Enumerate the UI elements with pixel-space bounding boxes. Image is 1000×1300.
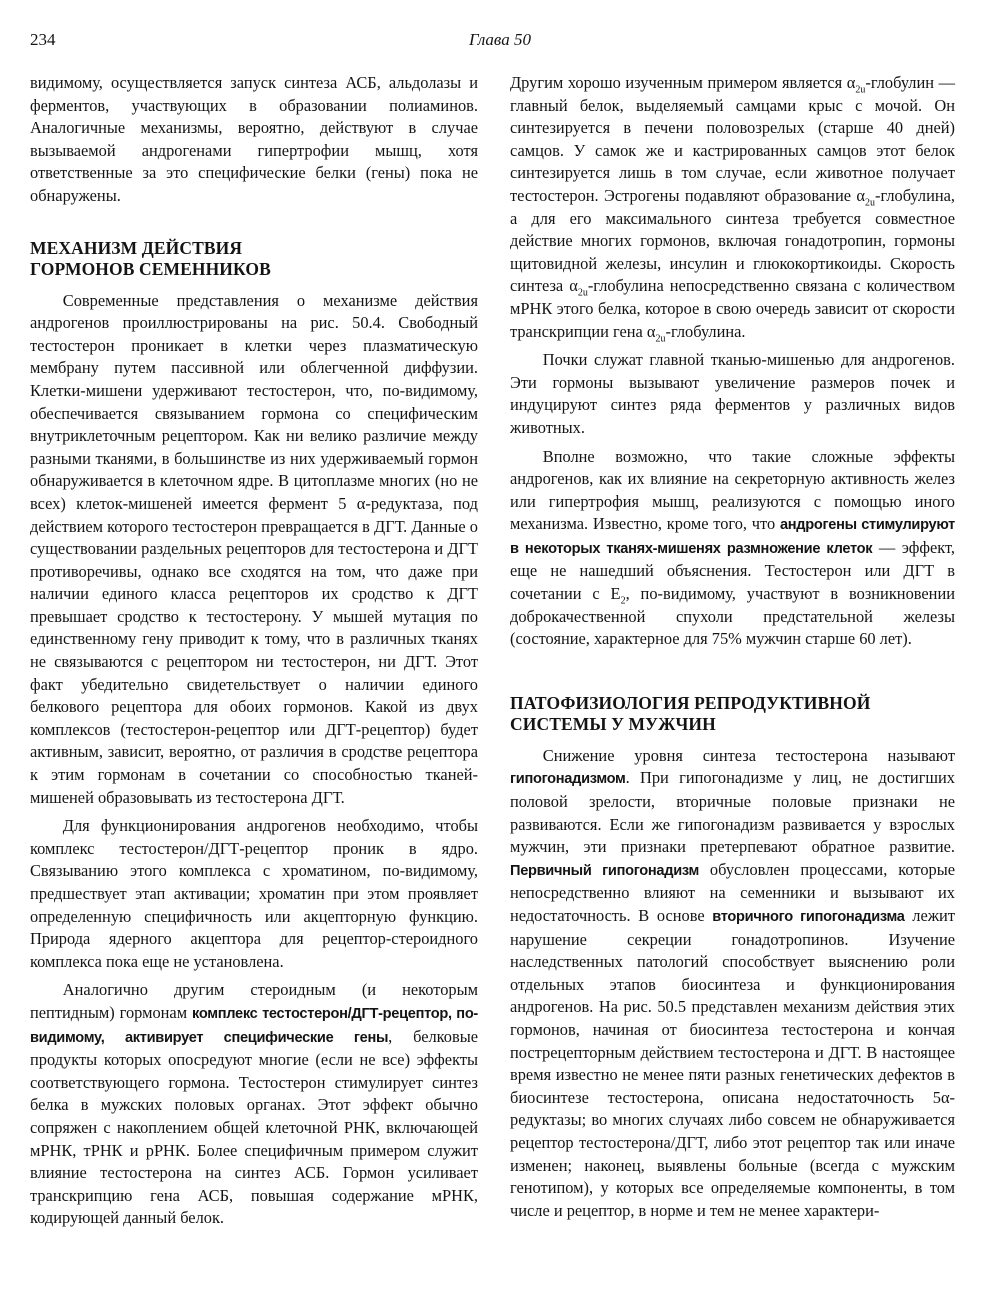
section-heading-mechanism	[30, 238, 478, 280]
text-run: — эффект, еще не нашедший объяснения. Тестостерон или ДГТ в сочетании с E	[510, 537, 955, 604]
text-run: обусловлен процессами, которые непосредственно влияют на семенники и вызывают их недостаточность. В основе	[510, 859, 955, 925]
paragraph-receptor-complex: Для функционирования андрогенов необходимо, чтобы комплекс тестостерон/ДГТ-рецептор проник в ядро. Связыванию этого комплекса с хроматином, по-видимому, предшествует этап активации; хроматин при этом проявляет определенную специфичность или акцепторную функцию. Природа ядерного акцептора для рецептор-стероидного комплекса пока еще не установлена.	[30, 816, 478, 971]
text-run: Вполне возможно, что такие сложные эффекты андрогенов, как их влияние на секреторную активность желез или гипертрофия мышц, реализуются с помощью иного механизма. Известно, кроме того, что	[510, 446, 955, 534]
text-run: Аналогично другим стероидным (и некоторым пептидным) гормонам	[30, 980, 478, 1022]
paragraph-kidneys: Почки служат главной тканью-мишенью для андрогенов. Эти гормоны вызывают увеличение размеров почек и индуцируют синтез ряда ферментов у различных видов животных.	[510, 350, 955, 437]
text-run: , по-видимому, участвуют в возникновении доброкачественной спухоли предстательной железы (состояние, характерное для 75% мужчин старше 60 лет).	[510, 584, 955, 649]
subscript: 2u	[655, 332, 666, 344]
heading-line: ГОРМОНОВ СЕМЕННИКОВ	[30, 258, 271, 279]
text-run: -глобулина, а для его максимального синтеза требуется совместное действие многих гормонов, включая гонадотропин, гормоны щитовидной железы, инсулин и глюкокортикоиды. Скорость синтеза α	[510, 185, 955, 296]
bold-term: Первичный гипогонадизм	[510, 862, 699, 879]
paragraph-alpha2u-globulin	[510, 72, 955, 343]
text-run: -глобулина непосредственно связана с количеством мРНК этого белка, которое в свою очередь зависит от скорости транскрипции гена α	[510, 276, 955, 341]
text-run: -глобулина.	[665, 321, 746, 341]
section-heading-pathophysiology	[510, 693, 955, 735]
heading-line: МЕХАНИЗМ ДЕЙСТВИЯ	[30, 237, 243, 258]
text-run: . При гипогонадизме у лиц, не достигших половой зрелости, вторичные половые признаки не развиваются. Если же гипогонадизм развивается у взрослых мужчин, эти признаки претерпевают обратное развитие.	[510, 768, 955, 857]
subscript: 2	[620, 595, 626, 607]
text-run: Другим хорошо изученным примером является α	[510, 73, 856, 92]
right-column	[510, 72, 955, 1222]
subscript: 2u	[864, 197, 875, 209]
left-column	[30, 72, 478, 1230]
bold-term: вторичного гипогонадизма	[712, 909, 905, 925]
heading-line: ПАТОФИЗИОЛОГИЯ РЕПРОДУКТИВНОЙ	[510, 692, 871, 713]
heading-line: СИСТЕМЫ У МУЖЧИН	[510, 713, 716, 734]
paragraph-continuation: видимому, осуществляется запуск синтеза АСБ, альдолазы и ферментов, участвующих в образовании полиаминов. Аналогичные механизмы, вероятно, действуют в случае вызываемой андрогенами гипертрофии мышц, хотя ответственные за это специфические белки (гены) пока не обнаружены.	[30, 73, 478, 205]
text-run: , белковые продукты которых опосредуют многие (если не все) эффекты соответствующего гормона. Тестостерон стимулирует синтез белка в мужских половых органах. Этот эффект обычно сопряжен с накоплением общей клеточной РНК, включающей мРНК, тРНК и рРНК. Более специфичным примером служит влияние тестостерона на синтез АСБ. Гормон усиливает транскрипцию гена АСБ, повышая содержание мРНК, кодирующей данный белок.	[30, 1026, 479, 1228]
paragraph-gene-activation	[30, 979, 478, 1230]
bold-term: комплекс тестостерон/ДГТ-рецептор, по-видимому, активирует специфические гены	[30, 1005, 478, 1046]
bold-term: гипогонадизмом	[510, 771, 626, 788]
subscript: 2u	[577, 287, 588, 299]
paragraph-hypogonadism	[510, 745, 955, 1222]
text-run: Снижение уровня синтеза тестостерона называют	[542, 745, 955, 765]
text-run: -глобулин — главный белок, выделяемый самцами крыс с мочой. Он синтезируется в печени половозрелых (старше 40 дней) самцов. У самок же и кастрированных самцов этот белок синтезируется лишь в том случае, если животное получает тестостерон. Эстрогены подавляют образование α	[510, 73, 955, 205]
paragraph-cell-proliferation	[510, 446, 955, 651]
page-number: 234	[30, 30, 56, 49]
bold-term: андрогены стимулируют в некоторых тканях-мишенях размножение клеток	[510, 517, 955, 557]
chapter-title: Глава 50	[469, 30, 531, 49]
paragraph-androgen-action: Современные представления о механизме действия андрогенов проиллюстрированы на рис. 50.4. Свободный тестостерон проникает в клетки через плазматическую мембрану путем пассивной или облегченной диффузии. Клетки-мишени удерживают тестостерон, что, по-видимому, обеспечивается связыванием гормона со специфическим внутриклеточным рецептором. Как ни велико различие между разными тканями, в большинстве из них удерживаемый гормон обнаруживается в клеточном ядре. В цитоплазме многих (но не всех) клеток-мишеней имеется фермент 5 α-редуктаза, под действием которого тестостерон превращается в ДГТ. Данные о существовании раздельных рецепторов для тестостерона и ДГТ противоречивы, однако все сходятся на том, что даже при наличии единого класса рецепторов их сродство к ДГТ превышает сродство к тестостерону. У мышей мутация по единственному гену приводит к тому, что в различных тканях не связываются с рецептором ни тестостерон, ни ДГТ. Этот факт убедительно свидетельствует о наличии единого белкового рецептора для обоих гормонов. Какой из двух комплексов (тестостерон-рецептор или ДГТ-рецептор) будет активным, зависит, вероятно, от различия в сродстве рецептора к этим гормонам в сочетании со способностью тканей-мишеней образовывать из тестостерона ДГТ.	[30, 290, 478, 807]
text-run: лежит нарушение секреции гонадотропинов. Изучение наследственных патологий способствует выяснению роли отдельных этапов биосинтеза и функционирования андрогенов. На рис. 50.5 представлен механизм действия этих гормонов, начиная от биосинтеза тестостерона и кончая пострецепторным действием тестостерона и ДГТ. В настоящее время известно не менее пяти разных генетических дефектов в биосинтезе тестостерона, описана недостаточность 5α-редуктазы; во многих случаях либо совсем не обнаруживается рецептор тестостерона/ДГТ, либо этот рецептор так или иначе изменен; наконец, выявлены больные (всегда с мужским генотипом), у которых все определяемые компоненты, в том числе и рецептор, в норме и тем не менее характери-	[510, 906, 955, 1220]
subscript: 2u	[855, 84, 866, 96]
running-head	[30, 30, 970, 54]
